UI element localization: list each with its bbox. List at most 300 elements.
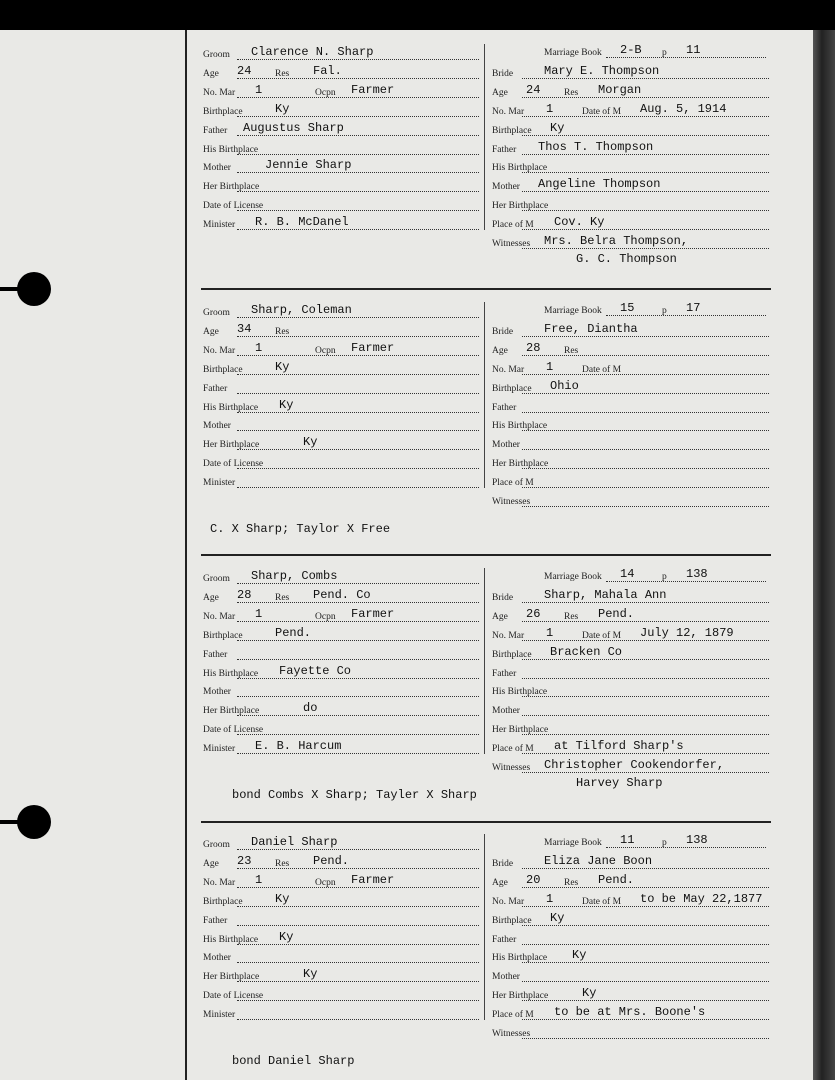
bride-row-father xyxy=(492,929,769,947)
groom-row-minister xyxy=(203,472,479,490)
bride-birthplace-value: Ky xyxy=(550,120,565,135)
groom-row-her-birthplace xyxy=(203,434,479,452)
field-label: Place of M xyxy=(492,220,534,231)
groom-her-birthplace-value: do xyxy=(303,701,318,716)
field-label: No. Mar xyxy=(203,87,236,98)
bride-birthplace-value: Bracken Co xyxy=(550,644,623,659)
field-label: His Birthplace xyxy=(492,163,548,174)
field-label: His Birthplace xyxy=(203,144,259,155)
fill-line xyxy=(522,1019,769,1020)
groom-row-age xyxy=(203,63,479,81)
field-label: No. Mar xyxy=(203,345,236,356)
field-label: Bride xyxy=(492,68,514,79)
field-label: Witnesses xyxy=(492,239,531,249)
bride-name-value: Free, Diantha xyxy=(544,321,638,336)
fill-line xyxy=(237,191,479,192)
groom-res-value: Pend. Co xyxy=(313,587,371,602)
field-label: Groom xyxy=(203,840,230,850)
fill-line xyxy=(237,59,479,60)
fill-line xyxy=(522,172,769,173)
fill-line xyxy=(522,506,769,507)
fill-line xyxy=(237,868,479,869)
bride-no-mar-value: 1 xyxy=(546,625,554,640)
field-label: Age xyxy=(203,592,219,603)
field-label: Her Birthplace xyxy=(203,182,260,193)
groom-his-birthplace-value: Ky xyxy=(279,397,294,412)
groom-ocpn-value: Farmer xyxy=(351,872,395,887)
groom-name-value: Clarence N. Sharp xyxy=(251,45,374,59)
groom-row-her-birthplace xyxy=(203,176,479,194)
marriage-book-row xyxy=(544,832,769,850)
marriage-book-page-value: 138 xyxy=(686,833,708,847)
bride-name-value: Sharp, Mahala Ann xyxy=(544,587,667,602)
groom-row-his-birthplace xyxy=(203,139,479,157)
field-label: His Birthplace xyxy=(203,934,259,945)
scanner-top-border xyxy=(0,0,835,30)
marriage-book-value: 2-B xyxy=(620,43,642,57)
field-label: Mother xyxy=(492,706,520,717)
fill-line xyxy=(237,659,479,660)
bride-row-mother xyxy=(492,434,769,452)
bond-note: C. X Sharp; Taylor X Free xyxy=(210,521,391,536)
bride-row-no-mar xyxy=(492,359,769,377)
bride-no-mar-value: 1 xyxy=(546,891,554,906)
fill-line xyxy=(522,772,769,773)
field-label: Age xyxy=(203,858,219,869)
bond-note: bond Combs X Sharp; Tayler X Sharp xyxy=(232,787,477,802)
groom-row-father xyxy=(203,120,479,138)
groom-row-no-mar xyxy=(203,82,479,100)
bride-row-mother xyxy=(492,700,769,718)
fill-line xyxy=(522,659,769,660)
fill-line xyxy=(237,696,479,697)
groom-row-name xyxy=(203,568,479,586)
field-label: No. Mar xyxy=(492,364,525,375)
groom-row-birthplace xyxy=(203,359,479,377)
groom-his-birthplace-value: Fayette Co xyxy=(279,663,352,678)
column-divider xyxy=(484,302,485,488)
bride-witnesses-value: Mrs. Belra Thompson, xyxy=(544,234,689,248)
bride-row-his-birthplace xyxy=(492,681,769,699)
fill-line xyxy=(237,678,479,679)
groom-birthplace-value: Ky xyxy=(275,891,290,906)
field-label: Res xyxy=(275,326,290,337)
field-label: Witnesses xyxy=(492,1029,531,1039)
fill-line xyxy=(606,315,766,316)
fill-line xyxy=(237,640,479,641)
fill-line xyxy=(606,847,766,848)
fill-line xyxy=(522,487,769,488)
bride-row-witnesses xyxy=(492,757,769,775)
groom-row-age xyxy=(203,587,479,605)
groom-res-value: Fal. xyxy=(313,63,342,78)
bride-row-age xyxy=(492,340,769,358)
groom-birthplace-value: Ky xyxy=(275,101,290,116)
fill-line xyxy=(522,336,769,337)
bride-his-birthplace-value: Ky xyxy=(572,948,587,963)
groom-row-minister xyxy=(203,1004,479,1022)
groom-row-father xyxy=(203,644,479,662)
field-label: Place of M xyxy=(492,478,534,489)
groom-row-date-of-license xyxy=(203,985,479,1003)
marriage-record xyxy=(0,300,835,540)
fill-line xyxy=(237,97,479,98)
bride-row-age xyxy=(492,872,769,890)
fill-line xyxy=(522,734,769,735)
field-label: Age xyxy=(203,326,219,337)
fill-line xyxy=(237,135,479,136)
bride-row-his-birthplace xyxy=(492,157,769,175)
field-label: p xyxy=(662,572,667,582)
fill-line xyxy=(522,412,769,413)
groom-row-date-of-license xyxy=(203,719,479,737)
groom-row-father xyxy=(203,910,479,928)
groom-row-birthplace xyxy=(203,891,479,909)
field-label: Father xyxy=(203,383,228,394)
bride-row-witnesses xyxy=(492,1023,769,1041)
fill-line xyxy=(522,715,769,716)
bride-row-birthplace xyxy=(492,120,769,138)
fill-line xyxy=(237,154,479,155)
field-label: Res xyxy=(564,345,579,356)
fill-line xyxy=(522,944,769,945)
bride-row-name xyxy=(492,853,769,871)
marriage-book-page-value: 138 xyxy=(686,567,708,581)
bride-row-age xyxy=(492,82,769,100)
bride-name-value: Mary E. Thompson xyxy=(544,63,660,78)
field-label: Bride xyxy=(492,858,514,869)
groom-row-mother xyxy=(203,415,479,433)
marriage-book-row xyxy=(544,42,769,60)
groom-res-value: Pend. xyxy=(313,853,350,868)
bond-note: bond Daniel Sharp xyxy=(232,1053,355,1068)
groom-row-name xyxy=(203,302,479,320)
fill-line xyxy=(522,374,769,375)
groom-row-mother xyxy=(203,947,479,965)
field-label: Birthplace xyxy=(492,383,532,394)
fill-line xyxy=(237,962,479,963)
field-label: Father xyxy=(203,649,228,660)
bride-witnesses-continued: Harvey Sharp xyxy=(576,775,663,790)
fill-line xyxy=(522,210,769,211)
fill-line xyxy=(237,116,479,117)
fill-line xyxy=(237,734,479,735)
groom-no-mar-value: 1 xyxy=(255,872,263,887)
bride-name-value: Eliza Jane Boon xyxy=(544,853,653,868)
groom-row-age xyxy=(203,321,479,339)
fill-line xyxy=(237,583,479,584)
fill-line xyxy=(237,374,479,375)
field-label: Date of License xyxy=(203,725,264,736)
field-label: His Birthplace xyxy=(492,421,548,432)
fill-line xyxy=(237,944,479,945)
bride-row-no-mar xyxy=(492,101,769,119)
field-label: p xyxy=(662,838,667,848)
field-label: Minister xyxy=(203,1010,236,1021)
field-label: Birthplace xyxy=(492,915,532,926)
field-label: Age xyxy=(492,87,508,98)
groom-row-no-mar xyxy=(203,606,479,624)
field-label: His Birthplace xyxy=(492,687,548,698)
fill-line xyxy=(522,753,769,754)
bride-res-value: Morgan xyxy=(598,82,642,97)
bride-witnesses-value: Christopher Cookendorfer, xyxy=(544,758,725,772)
bride-row-no-mar xyxy=(492,891,769,909)
record-separator xyxy=(201,821,771,823)
fill-line xyxy=(606,581,766,582)
field-label: Her Birthplace xyxy=(492,725,549,736)
marriage-book-row xyxy=(544,566,769,584)
column-divider xyxy=(484,44,485,230)
groom-row-his-birthplace xyxy=(203,929,479,947)
groom-minister-value: E. B. Harcum xyxy=(255,739,342,754)
groom-minister-value: R. B. McDanel xyxy=(255,215,349,230)
field-label: Groom xyxy=(203,50,230,60)
marriage-book-row xyxy=(544,300,769,318)
groom-her-birthplace-value: Ky xyxy=(303,435,318,450)
field-label: Mother xyxy=(203,421,231,432)
fill-line xyxy=(522,906,769,907)
bride-birthplace-value: Ky xyxy=(550,910,565,925)
field-label: No. Mar xyxy=(492,896,525,907)
fill-line xyxy=(237,981,479,982)
groom-birthplace-value: Ky xyxy=(275,359,290,374)
record-separator xyxy=(201,288,771,290)
field-label: Her Birthplace xyxy=(203,440,260,451)
field-label: No. Mar xyxy=(492,630,525,641)
fill-line xyxy=(237,1000,479,1001)
fill-line xyxy=(237,430,479,431)
fill-line xyxy=(522,640,769,641)
field-label: Her Birthplace xyxy=(492,459,549,470)
bride-age-value: 20 xyxy=(526,872,541,887)
record-separator xyxy=(201,554,771,556)
bride-date-of-m-value: July 12, 1879 xyxy=(640,625,734,640)
groom-row-birthplace xyxy=(203,101,479,119)
field-label: Mother xyxy=(492,182,520,193)
fill-line xyxy=(522,696,769,697)
field-label: Father xyxy=(492,144,517,155)
field-label: Date of M xyxy=(582,896,622,907)
marriage-record xyxy=(0,832,835,1072)
field-label: Father xyxy=(492,934,517,945)
field-label: Res xyxy=(564,87,579,98)
groom-mother-value: Jennie Sharp xyxy=(265,158,352,173)
field-label: Father xyxy=(492,402,517,413)
field-label: His Birthplace xyxy=(203,402,259,413)
field-label: Groom xyxy=(203,574,230,584)
fill-line xyxy=(522,868,769,869)
field-label: Age xyxy=(492,611,508,622)
bride-date-of-m-value: to be May 22,1877 xyxy=(640,891,763,906)
bride-row-name xyxy=(492,321,769,339)
bride-place-of-m-value: at Tilford Sharp's xyxy=(554,739,684,754)
bride-father-value: Thos T. Thompson xyxy=(538,139,654,154)
groom-row-date-of-license xyxy=(203,453,479,471)
field-label: Father xyxy=(203,125,228,136)
column-divider xyxy=(484,834,485,1020)
groom-row-birthplace xyxy=(203,625,479,643)
field-label: Res xyxy=(275,858,290,869)
field-label: Mother xyxy=(492,440,520,451)
groom-row-minister xyxy=(203,214,479,232)
fill-line xyxy=(237,715,479,716)
groom-age-value: 28 xyxy=(237,587,252,602)
fill-line xyxy=(237,849,479,850)
fill-line xyxy=(237,449,479,450)
fill-line xyxy=(522,135,769,136)
fill-line xyxy=(237,487,479,488)
groom-his-birthplace-value: Ky xyxy=(279,929,294,944)
fill-line xyxy=(522,97,769,98)
field-label: Marriage Book xyxy=(544,306,602,316)
bride-row-name xyxy=(492,587,769,605)
fill-line xyxy=(522,962,769,963)
groom-age-value: 24 xyxy=(237,63,252,78)
bride-row-name xyxy=(492,63,769,81)
field-label: Her Birthplace xyxy=(492,201,549,212)
field-label: Ocpn xyxy=(315,611,336,622)
bride-row-her-birthplace xyxy=(492,985,769,1003)
groom-row-her-birthplace xyxy=(203,700,479,718)
bride-row-mother xyxy=(492,176,769,194)
groom-row-father xyxy=(203,378,479,396)
fill-line xyxy=(522,981,769,982)
fill-line xyxy=(237,336,479,337)
field-label: Marriage Book xyxy=(544,838,602,848)
fill-line xyxy=(522,191,769,192)
bride-row-her-birthplace xyxy=(492,195,769,213)
fill-line xyxy=(522,1000,769,1001)
field-label: Birthplace xyxy=(203,364,243,375)
bride-no-mar-value: 1 xyxy=(546,101,554,116)
groom-row-no-mar xyxy=(203,872,479,890)
field-label: Minister xyxy=(203,220,236,231)
fill-line xyxy=(522,1038,769,1039)
marriage-book-value: 15 xyxy=(620,301,635,315)
marriage-book-page-value: 11 xyxy=(686,43,701,57)
groom-ocpn-value: Farmer xyxy=(351,340,395,355)
groom-row-mother xyxy=(203,157,479,175)
field-label: His Birthplace xyxy=(492,953,548,964)
field-label: Her Birthplace xyxy=(492,991,549,1002)
field-label: Groom xyxy=(203,308,230,318)
fill-line xyxy=(522,248,769,249)
groom-row-name xyxy=(203,44,479,62)
field-label: Mother xyxy=(203,163,231,174)
bride-row-father xyxy=(492,663,769,681)
bride-row-no-mar xyxy=(492,625,769,643)
field-label: Birthplace xyxy=(203,630,243,641)
fill-line xyxy=(237,78,479,79)
field-label: Res xyxy=(275,68,290,79)
field-label: Date of License xyxy=(203,991,264,1002)
groom-no-mar-value: 1 xyxy=(255,340,263,355)
field-label: Res xyxy=(564,611,579,622)
fill-line xyxy=(237,621,479,622)
fill-line xyxy=(522,449,769,450)
fill-line xyxy=(522,602,769,603)
bride-date-of-m-value: Aug. 5, 1914 xyxy=(640,101,727,116)
field-label: Bride xyxy=(492,592,514,603)
field-label: No. Mar xyxy=(203,877,236,888)
fill-line xyxy=(237,229,479,230)
bride-row-age xyxy=(492,606,769,624)
fill-line xyxy=(237,906,479,907)
groom-row-his-birthplace xyxy=(203,663,479,681)
groom-row-his-birthplace xyxy=(203,397,479,415)
groom-name-value: Daniel Sharp xyxy=(251,835,338,849)
fill-line xyxy=(522,355,769,356)
field-label: Mother xyxy=(203,687,231,698)
groom-father-value: Augustus Sharp xyxy=(243,120,344,135)
fill-line xyxy=(522,154,769,155)
groom-ocpn-value: Farmer xyxy=(351,82,395,97)
bride-row-her-birthplace xyxy=(492,453,769,471)
fill-line xyxy=(522,468,769,469)
bride-row-his-birthplace xyxy=(492,415,769,433)
groom-row-minister xyxy=(203,738,479,756)
groom-row-date-of-license xyxy=(203,195,479,213)
bride-row-place-of-m xyxy=(492,1004,769,1022)
field-label: Father xyxy=(492,668,517,679)
field-label: No. Mar xyxy=(203,611,236,622)
bride-row-place-of-m xyxy=(492,738,769,756)
fill-line xyxy=(522,678,769,679)
field-label: Her Birthplace xyxy=(203,706,260,717)
fill-line xyxy=(237,355,479,356)
marriage-book-value: 11 xyxy=(620,833,635,847)
field-label: Father xyxy=(203,915,228,926)
groom-name-value: Sharp, Combs xyxy=(251,569,338,583)
groom-row-age xyxy=(203,853,479,871)
groom-row-no-mar xyxy=(203,340,479,358)
field-label: Minister xyxy=(203,744,236,755)
field-label: No. Mar xyxy=(492,106,525,117)
field-label: Minister xyxy=(203,478,236,489)
field-label: Date of License xyxy=(203,459,264,470)
field-label: Birthplace xyxy=(492,125,532,136)
fill-line xyxy=(522,78,769,79)
groom-ocpn-value: Farmer xyxy=(351,606,395,621)
bride-age-value: 28 xyxy=(526,340,541,355)
field-label: Ocpn xyxy=(315,87,336,98)
fill-line xyxy=(237,210,479,211)
field-label: Ocpn xyxy=(315,345,336,356)
bride-row-birthplace xyxy=(492,644,769,662)
field-label: Place of M xyxy=(492,744,534,755)
field-label: Res xyxy=(275,592,290,603)
fill-line xyxy=(237,172,479,173)
field-label: p xyxy=(662,306,667,316)
bride-no-mar-value: 1 xyxy=(546,359,554,374)
marriage-record xyxy=(0,42,835,282)
field-label: Birthplace xyxy=(492,649,532,660)
field-label: Mother xyxy=(203,953,231,964)
field-label: Ocpn xyxy=(315,877,336,888)
fill-line xyxy=(237,468,479,469)
field-label: Date of M xyxy=(582,364,622,375)
groom-age-value: 34 xyxy=(237,321,252,336)
fill-line xyxy=(237,317,479,318)
field-label: Place of M xyxy=(492,1010,534,1021)
marriage-book-value: 14 xyxy=(620,567,635,581)
field-label: Witnesses xyxy=(492,497,531,507)
field-label: Date of M xyxy=(582,630,622,641)
bride-row-place-of-m xyxy=(492,214,769,232)
bride-age-value: 24 xyxy=(526,82,541,97)
field-label: Her Birthplace xyxy=(203,972,260,983)
